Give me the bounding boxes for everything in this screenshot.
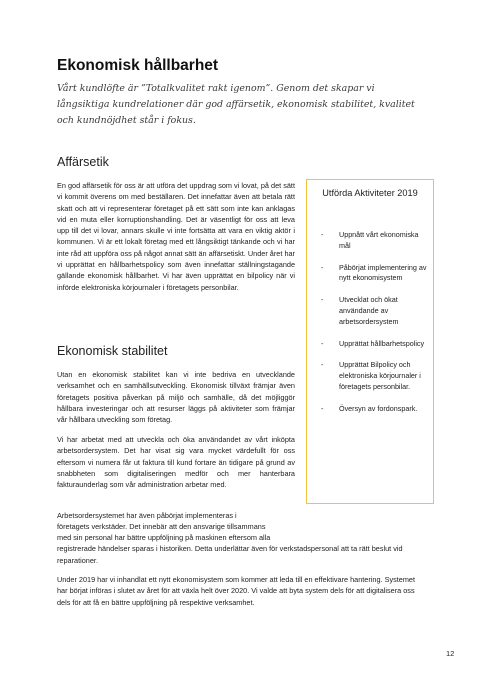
list-item-text: Upprättat Bilpolicy och elektroniska körjournaler i företagets personbilar. xyxy=(339,360,421,391)
page-number: 12 xyxy=(446,649,455,658)
dash-bullet-icon: - xyxy=(321,295,324,305)
paragraph-stabilitet-4: Under 2019 har vi inhandlat ett nytt ekonomisystem som kommer att leda till en effektivare hantering. Systemet har börjat införas i slutet av året för att växla helt över 2020. Vi valde att byta system dels för att digitalisera oss dels för att få en bättre uppföljning på respektive verksamhet. xyxy=(57,575,415,607)
list-item-text: Utvecklat och ökat användande av arbetsordersystem xyxy=(339,295,399,326)
page-title: Ekonomisk hållbarhet xyxy=(57,57,219,74)
list-item xyxy=(321,295,429,327)
list-item xyxy=(321,360,429,392)
text-line: Arbetsordersystemet har även påbörjat implementeras i xyxy=(57,511,237,520)
list-item xyxy=(321,339,429,350)
paragraph-stabilitet-3-top xyxy=(57,510,295,533)
list-item xyxy=(321,230,429,252)
paragraph-stabilitet-1: Utan en ekonomisk stabilitet kan vi inte bedriva en utvecklande verksamhet och en samhällsutveckling. Ekonomisk tillväxt främjar även företagets positiva påverkan på miljö och samhälle, då det möjliggör hållbara investeringar och att resurser läggs på aktiviteter som främjar vår hållbara utveckling som företag. xyxy=(57,370,295,425)
list-item-text: Påbörjat implementering av nytt ekonomisystem xyxy=(339,262,427,283)
text-line: företagets verkstäder. Det innebär att den ansvarige tillsammans xyxy=(57,522,266,532)
activities-box xyxy=(306,179,434,504)
dash-bullet-icon: - xyxy=(321,262,324,272)
paragraph-stabilitet-3-bottom xyxy=(57,532,427,566)
dash-bullet-icon: - xyxy=(321,360,324,370)
list-item xyxy=(321,263,429,285)
text-line: med sin personal har bättre uppföljning på maskinen eftersom alla xyxy=(57,533,271,542)
intro-tagline: Vårt kundlöfte är ”Totalkvalitet rakt igenom”. Genom det skapar vi långsiktiga kundrelationer där god affärsetik, ekonomisk stabilitet, kvalitet och kundnöjdhet står i fokus. xyxy=(57,83,415,126)
paragraph-affarsetik: En god affärsetik för oss är att utföra det uppdrag som vi lovat, på det sätt vi kommit överens om med beställaren. Det innefattar även att betala rätt skatt och att vi representerar företaget på ett sätt som inte kan anklagas vid en muta eller korruptionshandling. Det är väsentligt för oss att leva upp till det vi lovar, annars skulle vi inte fortsätta att vara en viktig aktör i kommunen. Vi är ett lokalt företag med ett långsiktigt tänkande och vi har inte råd att uppföra oss på något annat sätt än affärsetiskt. Under året har vi upprättat en hållbarhetspolicy som även innefattar ställningstagande gällande ekonomisk hållbarhet. Vi har även upprättat en bilpolicy när vi införde elektroniska körjournaler i företagets personbilar. xyxy=(57,181,295,292)
text-line: registrerade händelser sparas i historiken. Detta underlättar även för verkstadspersonal att ta rätt beslut vid reparationer. xyxy=(57,544,403,565)
list-item-text: Uppnått vårt ekonomiska mål xyxy=(339,230,419,250)
heading-ekonomisk-stabilitet: Ekonomisk stabilitet xyxy=(57,344,168,358)
activities-list xyxy=(321,230,429,426)
dash-bullet-icon: - xyxy=(321,403,324,413)
activities-box-title: Utförda Aktiviteter 2019 xyxy=(322,188,418,198)
list-item-text: Upprättat hållbarhetspolicy xyxy=(339,338,425,348)
dash-bullet-icon: - xyxy=(321,230,324,239)
dash-bullet-icon: - xyxy=(321,338,324,348)
list-item-text: Översyn av fordonspark. xyxy=(339,403,418,413)
list-item xyxy=(321,404,429,415)
heading-affarsetik: Affärsetik xyxy=(57,155,109,169)
paragraph-stabilitet-2: Vi har arbetat med att utveckla och öka användandet av vårt inköpta arbetsordersystem. Det har visat sig vara mycket värdefullt för oss eftersom vi numera får ut faktura till kund fortare än tidigare på grund av snabbheten som digitaliseringen medför och mer hanterbara fakturaunderlag som vår administration arbetar med. xyxy=(57,435,295,490)
